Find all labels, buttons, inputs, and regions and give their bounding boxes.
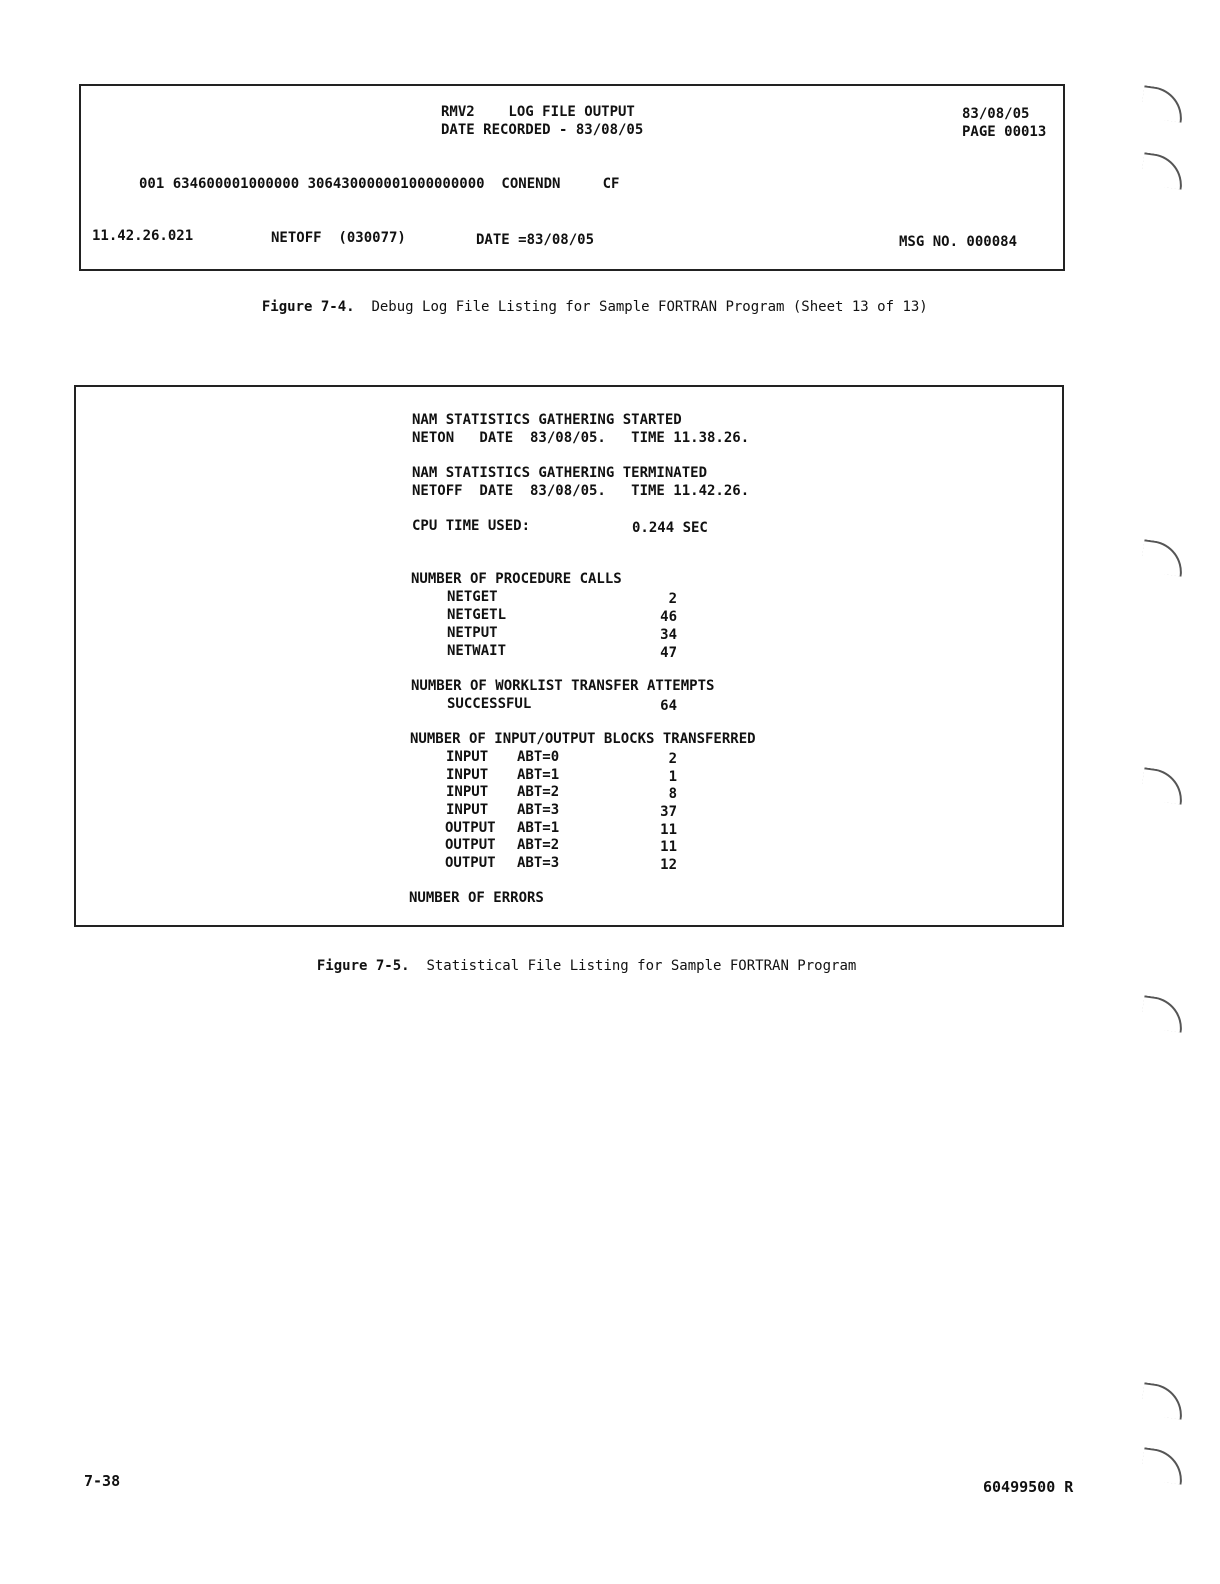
worklist-row-label: SUCCESSFUL [447,696,532,712]
figure-7-5-text: Statistical File Listing for Sample FORTRAN Program [426,958,857,974]
procedure-calls-title: NUMBER OF PROCEDURE CALLS [411,571,622,587]
block-row-value: 1 [668,769,677,785]
stats-terminated-title: NAM STATISTICS GATHERING TERMINATED [412,465,708,481]
block-row-value: 2 [668,751,677,767]
binder-hole-mark [1140,1447,1186,1485]
log-file-output-box [79,84,1065,271]
block-row-label: INPUT [446,749,489,765]
block-row-label: OUTPUT [445,855,496,871]
procedure-row-value: 34 [660,627,677,643]
block-row-value: 11 [660,822,677,838]
block-row-abt: ABT=3 [517,855,560,871]
procedure-row-label: NETGETL [447,607,507,623]
figure-7-5-caption [300,942,856,974]
blocks-title: NUMBER OF INPUT/OUTPUT BLOCKS TRANSFERRED [410,731,756,747]
block-row-label: OUTPUT [445,820,496,836]
block-row-abt: ABT=1 [517,820,560,836]
block-row-abt: ABT=3 [517,802,560,818]
binder-hole-mark [1140,539,1186,577]
block-row-abt: ABT=2 [517,784,560,800]
block-row-value: 37 [660,804,677,820]
binder-hole-mark [1140,1382,1186,1420]
log-header-page: PAGE 00013 [962,124,1047,140]
binder-hole-mark [1140,995,1186,1033]
figure-7-5-label: Figure 7-5. [316,958,410,974]
block-row-label: INPUT [446,767,489,783]
page-number: 7-38 [84,1472,121,1490]
block-row-value: 11 [660,839,677,855]
log-data-line: 001 634600001000000 306430000001000000000 CONENDN CF [139,176,620,192]
block-row-label: INPUT [446,802,489,818]
procedure-row-value: 46 [660,609,677,625]
log-time: 11.42.26.021 [92,228,194,244]
stats-started-line: NETON DATE 83/08/05. TIME 11.38.26. [412,430,750,446]
worklist-row-value: 64 [660,698,677,714]
procedure-row-label: NETPUT [447,625,498,641]
procedure-row-label: NETGET [447,589,498,605]
block-row-abt: ABT=0 [517,749,560,765]
document-number: 60499500 R [983,1478,1074,1496]
figure-7-4-text: Debug Log File Listing for Sample FORTRAN Program (Sheet 13 of 13) [371,299,928,315]
block-row-value: 8 [668,786,677,802]
stats-terminated-line: NETOFF DATE 83/08/05. TIME 11.42.26. [412,483,750,499]
worklist-title: NUMBER OF WORKLIST TRANSFER ATTEMPTS [411,678,715,694]
errors-title: NUMBER OF ERRORS [409,890,544,906]
log-event: NETOFF (030077) [271,230,406,246]
log-msg-no: MSG NO. 000084 [899,234,1018,250]
procedure-row-value: 2 [668,591,677,607]
binder-hole-mark [1140,767,1186,805]
figure-7-4-caption [245,283,928,315]
stats-started-title: NAM STATISTICS GATHERING STARTED [412,412,682,428]
log-header-date-recorded: DATE RECORDED - 83/08/05 [441,122,644,138]
cpu-time-value: 0.244 SEC [632,520,708,536]
log-date: DATE =83/08/05 [476,232,595,248]
block-row-abt: ABT=1 [517,767,560,783]
block-row-label: OUTPUT [445,837,496,853]
statistical-file-box [74,385,1064,927]
procedure-row-value: 47 [660,645,677,661]
block-row-value: 12 [660,857,677,873]
log-header-date: 83/08/05 [962,106,1030,122]
block-row-abt: ABT=2 [517,837,560,853]
figure-7-4-label: Figure 7-4. [261,299,355,315]
block-row-label: INPUT [446,784,489,800]
log-header-title: RMV2 LOG FILE OUTPUT [441,104,635,120]
procedure-row-label: NETWAIT [447,643,507,659]
binder-hole-mark [1140,152,1186,190]
cpu-time-label: CPU TIME USED: [412,518,531,534]
binder-hole-mark [1140,85,1186,123]
